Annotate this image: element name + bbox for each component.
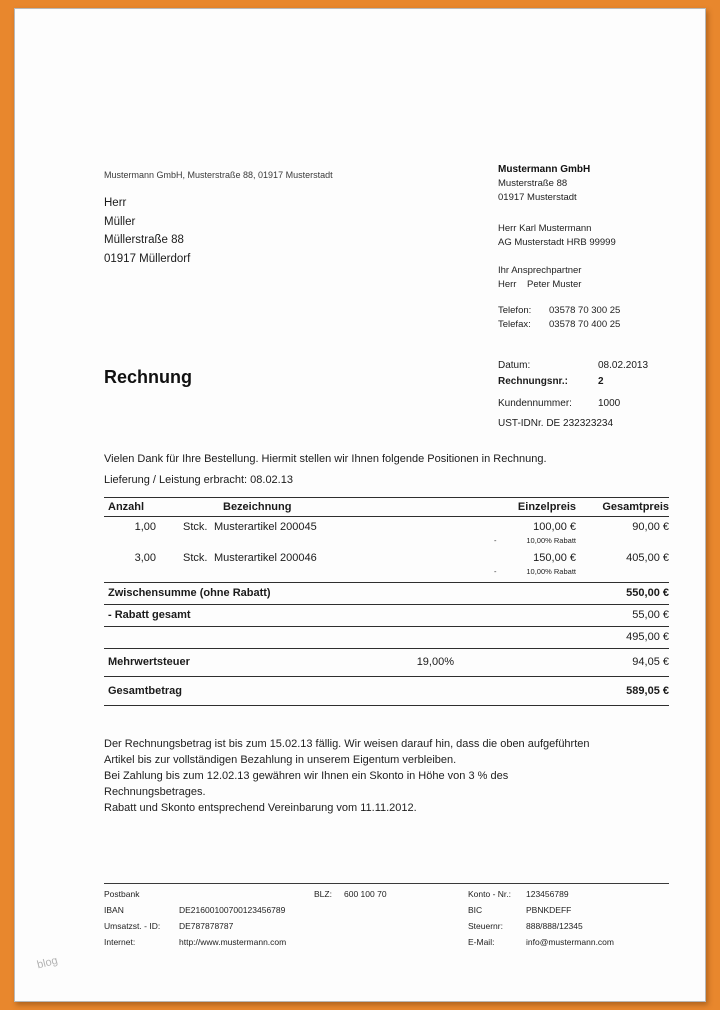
net-total-spacer <box>104 627 454 648</box>
account-value: 123456789 <box>526 889 569 899</box>
vat-rate: 19,00% <box>416 656 454 668</box>
discount-note <box>454 566 576 577</box>
payment-terms-paragraph: Der Rechnungsbetrag ist bis zum 15.02.13 fällig. Wir weisen darauf hin, dass die oben aufgeführten Artikel bis zur vollständigen Bezahlung in unserem Eigentum verbleiben. <box>104 738 590 766</box>
company-register: AG Musterstadt HRB 99999 <box>498 237 616 248</box>
discount-text: 10,00% Rabatt <box>526 536 576 545</box>
item-discount-row <box>104 566 669 582</box>
header-total: Gesamtpreis <box>602 501 669 513</box>
fax-row <box>498 318 620 332</box>
account-label: Konto - Nr.: <box>468 889 511 899</box>
phone-number: 03578 70 300 25 <box>549 305 621 316</box>
vat-id-row <box>498 416 648 432</box>
net-total-value: 495,00 € <box>626 631 669 643</box>
item-total: 90,00 € <box>632 521 669 533</box>
company-city: 01917 Musterstadt <box>498 192 577 203</box>
fax-label: Telefax: <box>498 319 531 330</box>
customer-number: 1000 <box>598 398 621 409</box>
item-qty: 3,00 <box>134 552 156 564</box>
invoice-date-row <box>498 358 648 374</box>
invoice-number-label: Rechnungsnr.: <box>498 376 569 387</box>
discount-note <box>454 535 576 546</box>
subtotal-row <box>104 583 669 604</box>
item-description: Musterartikel 200045 <box>214 521 317 533</box>
blz-label: BLZ: <box>314 889 332 899</box>
bic-label: BIC <box>468 905 483 915</box>
discount-total-value: 55,00 € <box>632 609 669 621</box>
company-info-block <box>498 163 620 332</box>
invoice-date-label: Datum: <box>498 360 531 371</box>
agreement-paragraph: Rabatt und Skonto entsprechend Vereinbarung vom 11.11.2012. <box>104 802 417 814</box>
contact-person: Herr Peter Muster <box>498 279 582 290</box>
invoice-page <box>14 8 706 1002</box>
phone-row <box>498 304 620 318</box>
footer-rule <box>104 883 669 884</box>
discount-text: 10,00% Rabatt <box>526 567 576 576</box>
recipient-city: 01917 Müllerdorf <box>104 252 191 265</box>
company-street: Musterstraße 88 <box>498 178 568 189</box>
recipient-address-block <box>104 194 190 268</box>
invoice-number-row <box>498 374 648 390</box>
item-unit-price: 150,00 € <box>533 552 576 564</box>
footer-block <box>104 883 669 951</box>
item-row <box>104 546 669 566</box>
customer-number-row <box>498 396 648 412</box>
header-unit-price: Einzelpreis <box>517 501 576 513</box>
taxnr-value: 888/888/12345 <box>526 921 583 931</box>
invoice-date: 08.02.2013 <box>598 360 649 371</box>
company-owner: Herr Karl Mustermann <box>498 223 592 234</box>
discount-total-label: - Rabatt gesamt <box>108 609 191 621</box>
footer-tax-row <box>104 919 669 935</box>
company-name: Mustermann GmbH <box>498 164 591 175</box>
customer-number-label: Kundennummer: <box>498 398 572 409</box>
bank-name: Postbank <box>104 889 140 899</box>
intro-thanks-text: Vielen Dank für Ihre Bestellung. Hiermit stellen wir Ihnen folgende Positionen in Rechnung. <box>104 453 547 465</box>
blz-value: 600 100 70 <box>344 889 387 899</box>
line-items-table <box>104 497 669 706</box>
taxnr-label: Steuernr: <box>468 921 503 931</box>
grand-total-row <box>104 677 669 705</box>
invoice-title: Rechnung <box>104 367 192 387</box>
invoice-number: 2 <box>598 376 604 387</box>
item-unit-price: 100,00 € <box>533 521 576 533</box>
web-url: http://www.mustermann.com <box>179 937 287 947</box>
discount-total-row <box>104 605 669 626</box>
contact-label: Ihr Ansprechpartner <box>498 265 582 276</box>
phone-label: Telefon: <box>498 305 532 316</box>
email-value: info@mustermann.com <box>526 937 614 947</box>
header-qty: Anzahl <box>108 501 145 513</box>
recipient-salutation: Herr <box>104 197 127 209</box>
web-label: Internet: <box>104 937 136 947</box>
header-description: Bezeichnung <box>223 501 292 513</box>
recipient-name: Müller <box>104 215 136 228</box>
footer-iban-row <box>104 903 669 919</box>
fax-number: 03578 70 400 25 <box>549 319 621 330</box>
vatid-label: Umsatzst. - ID: <box>104 921 161 931</box>
delivery-date-text: Lieferung / Leistung erbracht: 08.02.13 <box>104 474 293 486</box>
item-row <box>104 517 669 535</box>
item-unit: Stck. <box>183 521 208 533</box>
footer-bank-row <box>104 887 669 903</box>
net-total-row <box>104 627 669 648</box>
sender-address-line: Mustermann GmbH, Musterstraße 88, 01917 Musterstadt <box>104 170 333 180</box>
vat-label: Mehrwertsteuer <box>108 656 190 668</box>
invoice-meta-block <box>498 358 648 432</box>
discount-dash: - <box>494 536 497 545</box>
item-qty: 1,00 <box>134 521 156 533</box>
grand-total-label: Gesamtbetrag <box>108 685 182 697</box>
vatid-value: DE787878787 <box>179 921 234 931</box>
table-header-row <box>104 498 669 516</box>
subtotal-value: 550,00 € <box>626 587 669 599</box>
item-discount-row <box>104 535 669 546</box>
item-total: 405,00 € <box>626 552 669 564</box>
discount-dash: - <box>494 567 497 576</box>
email-label: E-Mail: <box>468 937 495 947</box>
payment-terms-block <box>104 736 609 816</box>
table-rule-bottom <box>104 705 669 706</box>
footer-contact-row <box>104 935 669 951</box>
subtotal-label: Zwischensumme (ohne Rabatt) <box>108 587 271 599</box>
iban-label: IBAN <box>104 905 124 915</box>
skonto-paragraph: Bei Zahlung bis zum 12.02.13 gewähren wir Ihnen ein Skonto in Höhe von 3 % des Rechnungsbetrages. <box>104 770 509 798</box>
grand-total-value: 589,05 € <box>626 685 669 697</box>
item-description: Musterartikel 200046 <box>214 552 317 564</box>
vat-value: 94,05 € <box>632 656 669 668</box>
vat-row <box>104 649 669 676</box>
blog-watermark: blog <box>35 954 59 972</box>
item-unit: Stck. <box>183 552 208 564</box>
vat-id: UST-IDNr. DE 232323234 <box>498 418 614 429</box>
recipient-street: Müllerstraße 88 <box>104 234 184 246</box>
iban-value: DE21600100700123456789 <box>179 905 286 915</box>
bic-value: PBNKDEFF <box>526 905 572 915</box>
